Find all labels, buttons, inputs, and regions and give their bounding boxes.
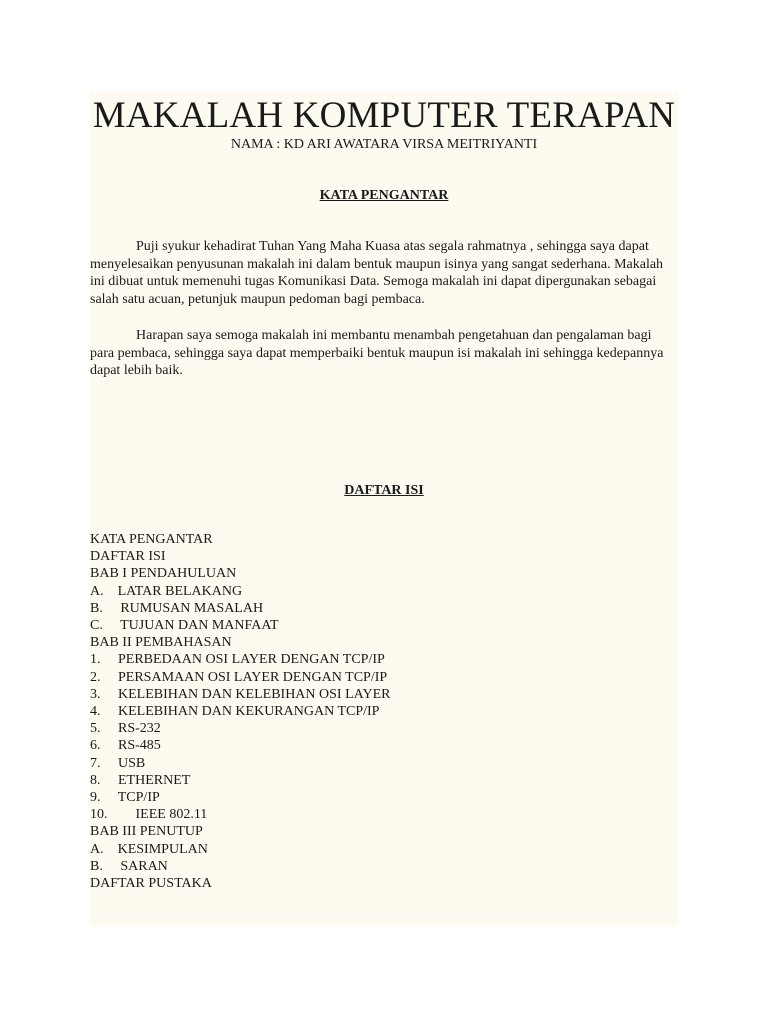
toc-item: 10. IEEE 802.11 (90, 807, 208, 823)
toc-item: DAFTAR PUSTAKA (90, 876, 212, 892)
toc-item: 8. ETHERNET (90, 772, 191, 788)
toc-item: BAB II PEMBAHASAN (90, 635, 232, 651)
foreword-paragraph-2: Harapan saya semoga makalah ini membantu menambah pengetahuan dan pengalaman bagi para pembaca, sehingga saya dapat memperbaiki bentuk maupun isi makalah ini sehingga kedepannya dapat lebih baik. (90, 328, 664, 378)
toc-item: C. TUJUAN DAN MANFAAT (90, 618, 279, 634)
toc-item: 4. KELEBIHAN DAN KEKURANGAN TCP/IP (90, 704, 380, 720)
table-of-contents (90, 531, 390, 892)
toc-item: A. KESIMPULAN (90, 841, 208, 857)
toc-item: B. SARAN (90, 858, 168, 874)
toc-item: 5. RS-232 (90, 721, 161, 737)
toc-item: BAB I PENDAHULUAN (90, 566, 237, 582)
toc-item: 7. USB (90, 755, 146, 771)
toc-item: 1. PERBEDAAN OSI LAYER DENGAN TCP/IP (90, 652, 385, 668)
toc-item: 6. RS-485 (90, 738, 161, 754)
toc-item: 2. PERSAMAAN OSI LAYER DENGAN TCP/IP (90, 669, 388, 685)
author-line: NAMA : KD ARI AWATARA VIRSA MEITRIYANTI (230, 137, 538, 152)
toc-item: DAFTAR ISI (90, 549, 166, 565)
toc-item: 9. TCP/IP (90, 790, 160, 806)
document-page (90, 92, 678, 926)
toc-item: 3. KELEBIHAN DAN KELEBIHAN OSI LAYER (90, 686, 391, 702)
toc-heading: DAFTAR ISI (344, 483, 424, 498)
foreword-paragraph-1: Puji syukur kehadirat Tuhan Yang Maha Kuasa atas segala rahmatnya , sehingga saya dapat menyelesaikan penyusunan makalah ini dalam bentuk maupun isinya yang sangat sederhana. Makalah ini dibuat untuk memenuhi tugas Komunikasi Data. Semoga makalah ini dapat dipergunakan sebagai salah satu acuan, petunjuk maupun pedoman bagi pembaca. (90, 239, 664, 307)
toc-item: A. LATAR BELAKANG (90, 583, 243, 599)
toc-item: KATA PENGANTAR (90, 532, 213, 547)
foreword-heading: KATA PENGANTAR (319, 188, 449, 203)
toc-item: B. RUMUSAN MASALAH (90, 600, 264, 616)
toc-item: BAB III PENUTUP (90, 824, 203, 840)
document-title: MAKALAH KOMPUTER TERAPAN (92, 95, 676, 136)
